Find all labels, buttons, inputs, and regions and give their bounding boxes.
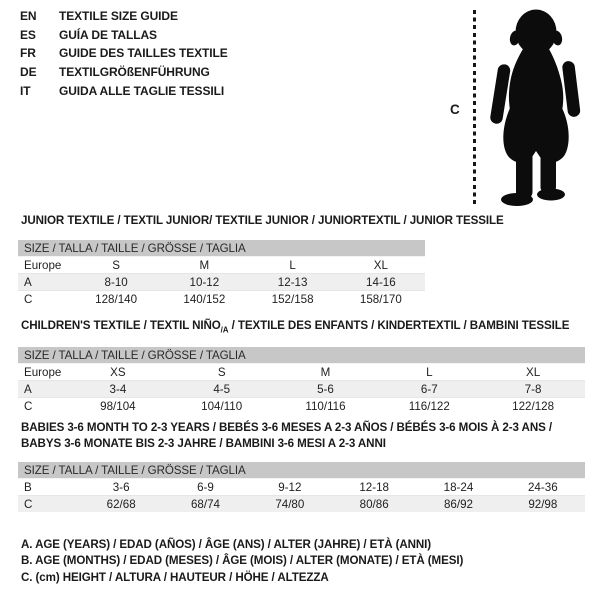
cell: 14-16 bbox=[366, 275, 396, 289]
cell: 10-12 bbox=[189, 275, 220, 289]
children-size-table bbox=[18, 347, 585, 414]
row-label: C bbox=[24, 497, 33, 511]
cell: 12-13 bbox=[277, 275, 308, 289]
measurement-legend bbox=[21, 537, 463, 586]
cell: 18-24 bbox=[443, 480, 474, 494]
cell: 7-8 bbox=[524, 382, 542, 396]
height-measure-label: C bbox=[450, 102, 460, 117]
language-row-it bbox=[20, 81, 228, 100]
cell: 86/92 bbox=[443, 497, 473, 511]
language-row-fr bbox=[20, 44, 228, 63]
language-code: IT bbox=[20, 83, 31, 98]
guide-title-es: GUÍA DE TALLAS bbox=[59, 27, 157, 42]
table-row bbox=[18, 479, 585, 496]
cell: 3-4 bbox=[109, 382, 127, 396]
cell: 104/110 bbox=[201, 399, 243, 413]
children-title-pre: CHILDREN'S TEXTILE / TEXTIL NIÑO bbox=[21, 319, 221, 332]
table-row bbox=[18, 257, 425, 274]
cell: 98/104 bbox=[100, 399, 136, 413]
baby-silhouette-icon bbox=[489, 7, 583, 208]
guide-title-fr: GUIDE DES TAILLES TEXTILE bbox=[59, 46, 228, 61]
children-title-post: / TEXTILE DES ENFANTS / KINDERTEXTIL / BAMBINI TESSILE bbox=[228, 319, 570, 332]
row-label: A bbox=[24, 275, 32, 289]
babies-title-line1: BABIES 3-6 MONTH TO 2-3 YEARS / BEBÉS 3-6 MESES A 2-3 AÑOS / BÉBÉS 3-6 MOIS À 2-3 ANS / bbox=[21, 421, 552, 434]
cell: 68/74 bbox=[190, 497, 220, 511]
legend-line-a: A. AGE (YEARS) / EDAD (AÑOS) / ÂGE (ANS) / ALTER (JAHRE) / ETÀ (ANNI) bbox=[21, 538, 432, 551]
language-title-list bbox=[20, 7, 228, 100]
cell: 6-9 bbox=[197, 480, 214, 494]
cell: L bbox=[426, 365, 433, 379]
cell: 8-10 bbox=[104, 275, 128, 289]
cell: 140/152 bbox=[183, 292, 226, 306]
cell: 12-18 bbox=[359, 480, 389, 494]
cell: 24-36 bbox=[527, 480, 558, 494]
guide-title-it: GUIDA ALLE TAGLIE TESSILI bbox=[59, 83, 225, 98]
row-label: Europe bbox=[24, 365, 62, 379]
size-header: SIZE / TALLA / TAILLE / GRÖSSE / TAGLIA bbox=[18, 347, 585, 364]
language-code: EN bbox=[20, 9, 37, 24]
cell: 158/170 bbox=[359, 292, 402, 306]
table-row bbox=[18, 274, 425, 291]
row-label: Europe bbox=[24, 258, 62, 272]
babies-table-title bbox=[21, 420, 552, 451]
cell: 122/128 bbox=[512, 399, 555, 413]
children-title-sub: /A bbox=[220, 325, 229, 335]
cell: 62/68 bbox=[106, 497, 136, 511]
table-row bbox=[18, 364, 585, 381]
cell: 9-12 bbox=[278, 480, 302, 494]
language-code: FR bbox=[20, 46, 36, 61]
language-row-en bbox=[20, 7, 228, 26]
cell: 92/98 bbox=[528, 497, 558, 511]
babies-size-table bbox=[18, 462, 585, 512]
language-code: ES bbox=[20, 27, 36, 42]
cell: 110/116 bbox=[305, 399, 346, 413]
legend-line-b: B. AGE (MONTHS) / EDAD (MESES) / ÂGE (MOIS) / ALTER (MONATE) / ETÀ (MESI) bbox=[21, 554, 464, 568]
cell: S bbox=[112, 258, 120, 272]
row-label: C bbox=[24, 399, 33, 413]
size-header-row bbox=[18, 240, 425, 257]
cell: M bbox=[320, 365, 331, 379]
cell: 80/86 bbox=[359, 497, 389, 511]
cell: XL bbox=[526, 365, 541, 379]
size-header-row bbox=[18, 462, 585, 479]
babies-title-line2: BABYS 3-6 MONATE BIS 2-3 JAHRE / BAMBINI 3-6 MESI A 2-3 ANNI bbox=[21, 436, 386, 450]
size-header-row bbox=[18, 347, 585, 364]
cell: S bbox=[217, 365, 226, 379]
row-label: B bbox=[24, 480, 32, 494]
junior-table-title: JUNIOR TEXTILE / TEXTIL JUNIOR/ TEXTILE JUNIOR / JUNIORTEXTIL / JUNIOR TESSILE bbox=[21, 214, 504, 227]
table-row bbox=[18, 398, 585, 415]
junior-size-table bbox=[18, 240, 425, 307]
guide-title-de: TEXTILGRÖßENFÜHRUNG bbox=[59, 65, 210, 80]
table-row bbox=[18, 381, 585, 398]
legend-line-c: C. (cm) HEIGHT / ALTURA / HAUTEUR / HÖHE / ALTEZZA bbox=[21, 570, 329, 584]
cell: XS bbox=[110, 365, 126, 379]
height-measure-line bbox=[473, 10, 476, 207]
table-row bbox=[18, 496, 585, 513]
table-row bbox=[18, 291, 425, 308]
cell: M bbox=[199, 258, 210, 272]
cell: L bbox=[289, 258, 296, 272]
cell: 3-6 bbox=[112, 480, 130, 494]
size-header: SIZE / TALLA / TAILLE / GRÖSSE / TAGLIA bbox=[18, 240, 425, 257]
cell: 4-5 bbox=[213, 382, 231, 396]
cell: 128/140 bbox=[95, 292, 138, 306]
language-row-de bbox=[20, 63, 228, 82]
guide-title-en: TEXTILE SIZE GUIDE bbox=[59, 9, 178, 24]
cell: XL bbox=[373, 258, 388, 272]
cell: 152/158 bbox=[271, 292, 314, 306]
cell: 6-7 bbox=[420, 382, 438, 396]
children-table-title bbox=[21, 319, 569, 334]
row-label: C bbox=[24, 292, 33, 306]
size-header: SIZE / TALLA / TAILLE / GRÖSSE / TAGLIA bbox=[18, 462, 585, 479]
language-code: DE bbox=[20, 65, 37, 80]
language-row-es bbox=[20, 26, 228, 45]
cell: 116/122 bbox=[408, 399, 450, 413]
cell: 5-6 bbox=[317, 382, 334, 396]
cell: 74/80 bbox=[275, 497, 305, 511]
row-label: A bbox=[24, 382, 32, 396]
